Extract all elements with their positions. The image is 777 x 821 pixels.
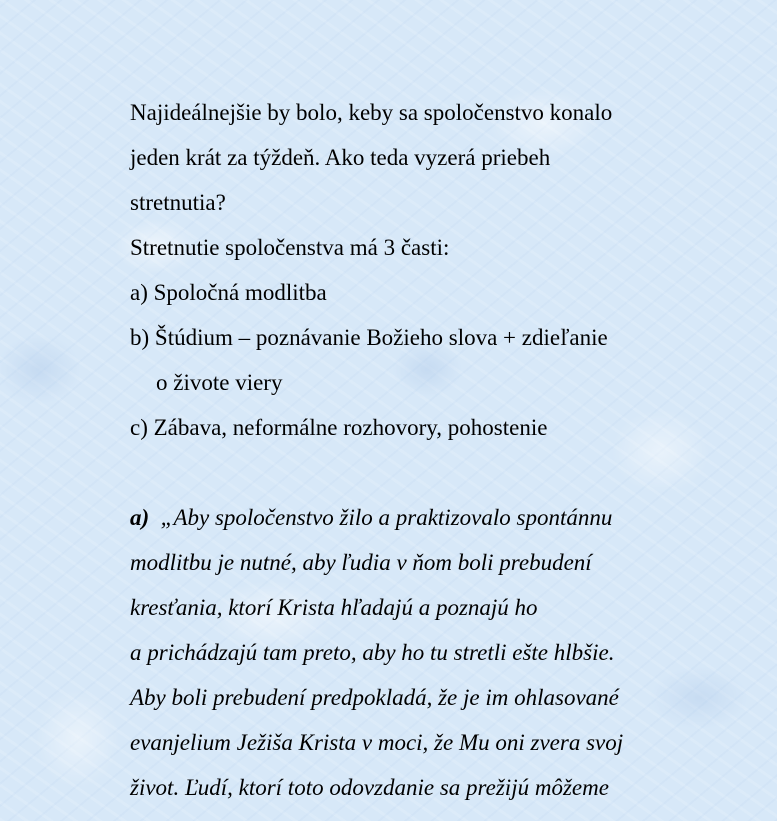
section-a-line-2: modlitbu je nutné, aby ľudia v ňom boli prebudení	[130, 550, 592, 575]
list-item-a: a) Spoločná modlitba	[130, 280, 327, 305]
intro-line-2: jeden krát za týždeň. Ako teda vyzerá priebeh	[130, 145, 551, 170]
section-a-line-1	[130, 495, 730, 540]
list-item-b-continuation: o živote viery	[156, 370, 283, 395]
section-a-line-7: život. Ľudí, ktorí toto odovzdanie sa prežijú môžeme	[130, 775, 609, 800]
paragraph-gap	[130, 450, 730, 495]
section-a-line-4: a prichádzajú tam preto, aby ho tu stretli ešte hlbšie.	[130, 640, 615, 665]
section-a-line-5: Aby boli prebudení predpokladá, že je im ohlasované	[130, 685, 619, 710]
intro-line-4: Stretnutie spoločenstva má 3 časti:	[130, 235, 450, 260]
list-item-c: c) Zábava, neformálne rozhovory, pohostenie	[130, 415, 548, 440]
list-item-b: b) Štúdium – poznávanie Božieho slova + zdieľanie	[130, 325, 608, 350]
intro-line-1: Najideálnejšie by bolo, keby sa spoločenstvo konalo	[130, 100, 613, 125]
intro-line-3: stretnutia?	[130, 190, 226, 215]
section-a-line-6: evanjelium Ježiša Krista v moci, že Mu oni zvera svoj	[130, 730, 624, 755]
section-a-line-3: kresťania, ktorí Krista hľadajú a poznajú ho	[130, 595, 538, 620]
section-a-marker: a)	[130, 505, 150, 530]
document-page	[130, 90, 730, 810]
section-a-quote-start: „Aby spoločenstvo žilo a praktizovalo spontánnu	[160, 505, 613, 530]
